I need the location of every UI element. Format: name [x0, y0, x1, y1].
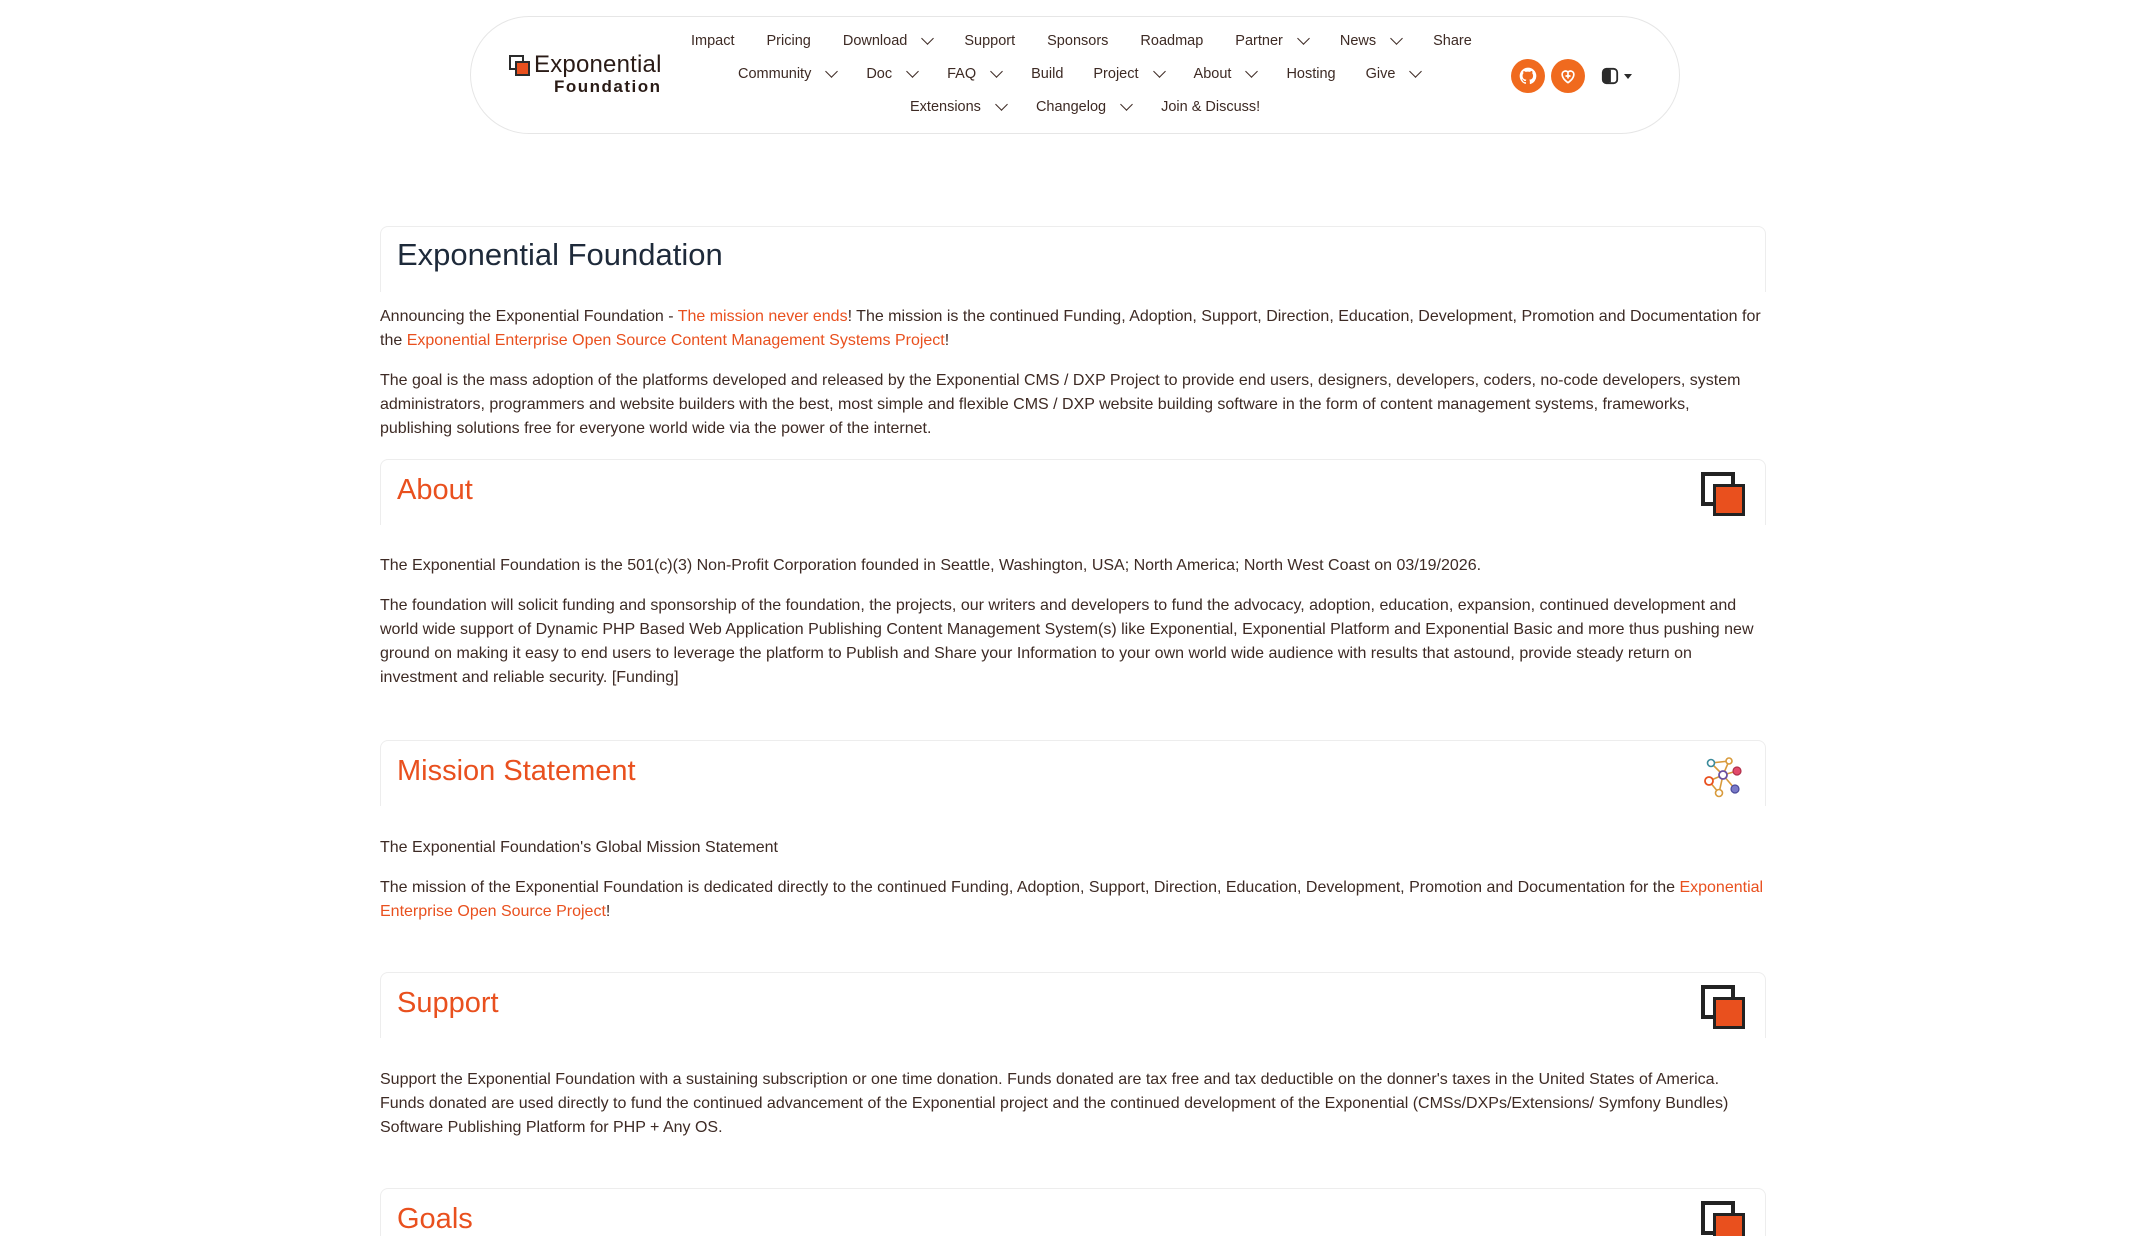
- mission-paragraph-2: The mission of the Exponential Foundation is dedicated directly to the continued Funding, Adoption, Support, Direction, Education, Development, Promotion and Documentation for the Exponential Enterprise Open Source Project!: [380, 879, 1764, 920]
- nav-item-project[interactable]: Project: [1093, 66, 1163, 82]
- about-paragraph-1: The Exponential Foundation is the 501(c)(3) Non-Profit Corporation founded in Seattle, Washington, USA; North America; North West Coast on 03/19/2026.: [380, 557, 1482, 574]
- about-card: [380, 459, 1766, 525]
- nav-item-hosting[interactable]: Hosting: [1286, 66, 1336, 82]
- chevron-down-icon: [995, 98, 1008, 111]
- mission-card: [380, 740, 1766, 806]
- about-heading: About: [397, 474, 473, 506]
- nav-row-3: [910, 99, 1290, 115]
- nav-item-share[interactable]: Share: [1433, 33, 1472, 49]
- enterprise-open-source-project-link[interactable]: Exponential Enterprise Open Source Project: [380, 879, 1764, 920]
- about-paragraph-2: The foundation will solicit funding and sponsorship of the foundation, the projects, our writers and developers to fund the advocacy, adoption, education, expansion, continued development and world wide support of Dynamic PHP Based Web Application Publishing Content Management System(s) like Exponential, Exponential Platform and Exponential Basic and more thus pushing new ground on making it easy to end users to leverage the platform to Publish and Share your Information to your own world wide audience with results that astound, provide steady return on investment and reliable security. [Funding]: [380, 597, 1754, 686]
- header-actions: [1511, 59, 1632, 93]
- logo-mark-icon: [509, 55, 531, 77]
- nav-row-1: [691, 33, 1504, 49]
- chevron-down-icon: [921, 32, 934, 45]
- mission-paragraph-1: The Exponential Foundation's Global Mission Statement: [380, 839, 778, 856]
- intro-paragraph-1: Announcing the Exponential Foundation - The mission never ends! The mission is the continued Funding, Adoption, Support, Direction, Education, Development, Promotion and Documentation for the Exponential Enterprise Open Source Content Management Systems Project!: [380, 308, 1761, 349]
- nav-item-doc[interactable]: Doc: [866, 66, 917, 82]
- chevron-down-icon: [906, 65, 919, 78]
- mission-heading: Mission Statement: [397, 755, 636, 787]
- nav-item-news[interactable]: News: [1340, 33, 1401, 49]
- nav-item-faq[interactable]: FAQ: [947, 66, 1001, 82]
- github-button[interactable]: [1511, 59, 1545, 93]
- intro-paragraph-2: The goal is the mass adoption of the platforms developed and released by the Exponential CMS / DXP Project to provide end users, designers, developers, coders, no-code developers, system administrators, programmers and website builders with the best, most simple and flexible CMS / DXP website building software in the form of content management systems, frameworks, publishing solutions free for everyone world wide via the power of the internet.: [380, 372, 1741, 437]
- support-paragraph: Support the Exponential Foundation with a sustaining subscription or one time donation. Funds donated are tax free and tax deductible on the donner's taxes in the United States of America. Funds donated are used directly to fund the continued advancement of the Exponential project and the continued development of the Exponential (CMSs/DXPs/Extensions/ Symfony Bundles) Software Publishing Platform for PHP + Any OS.: [380, 1071, 1729, 1136]
- network-nodes-icon: [1701, 753, 1745, 797]
- site-logo[interactable]: [509, 53, 679, 101]
- nav-item-partner[interactable]: Partner: [1235, 33, 1308, 49]
- chevron-down-icon: [1390, 32, 1403, 45]
- nav-item-sponsors[interactable]: Sponsors: [1047, 33, 1109, 49]
- mission-never-ends-link[interactable]: The mission never ends: [677, 308, 848, 325]
- chevron-down-icon: [1120, 98, 1133, 111]
- nav-item-support[interactable]: Support: [964, 33, 1016, 49]
- nav-item-community[interactable]: Community: [738, 66, 836, 82]
- nav-item-impact[interactable]: Impact: [691, 33, 735, 49]
- caret-down-icon: [1624, 74, 1632, 79]
- nav-item-give[interactable]: Give: [1366, 66, 1421, 82]
- nav-item-extensions[interactable]: Extensions: [910, 99, 1006, 115]
- nav-item-pricing[interactable]: Pricing: [766, 33, 811, 49]
- chevron-down-icon: [1410, 65, 1423, 78]
- github-icon: [1518, 66, 1538, 86]
- support-heading: Support: [397, 987, 499, 1019]
- chevron-down-icon: [990, 65, 1003, 78]
- exponential-logo-icon: [1701, 1201, 1745, 1236]
- heart-icon: [1558, 66, 1578, 86]
- nav-item-build[interactable]: Build: [1031, 66, 1064, 82]
- nav-item-about[interactable]: About: [1194, 66, 1257, 82]
- chevron-down-icon: [1297, 32, 1310, 45]
- theme-toggle-icon: [1601, 67, 1619, 85]
- enterprise-cms-project-link[interactable]: Exponential Enterprise Open Source Content Management Systems Project: [406, 332, 945, 349]
- goals-heading: Goals: [397, 1203, 473, 1235]
- theme-toggle[interactable]: [1601, 67, 1632, 85]
- site-header: [470, 16, 1680, 134]
- goals-card: [380, 1188, 1766, 1236]
- nav-item-download[interactable]: Download: [843, 33, 933, 49]
- brand-sub: Foundation: [554, 77, 662, 96]
- support-card: [380, 972, 1766, 1038]
- brand-name: Exponential: [534, 51, 662, 78]
- chevron-down-icon: [825, 65, 838, 78]
- nav-item-changelog[interactable]: Changelog: [1036, 99, 1131, 115]
- nav-item-join-discuss[interactable]: Join & Discuss!: [1161, 99, 1261, 115]
- exponential-logo-icon: [1701, 985, 1745, 1029]
- chevron-down-icon: [1246, 65, 1259, 78]
- chevron-down-icon: [1153, 65, 1166, 78]
- exponential-logo-icon: [1701, 472, 1745, 516]
- page-title: Exponential Foundation: [397, 237, 723, 272]
- page-title-card: [380, 226, 1766, 292]
- nav-row-2: [738, 66, 1450, 82]
- sponsor-button[interactable]: [1551, 59, 1585, 93]
- nav-item-roadmap[interactable]: Roadmap: [1140, 33, 1204, 49]
